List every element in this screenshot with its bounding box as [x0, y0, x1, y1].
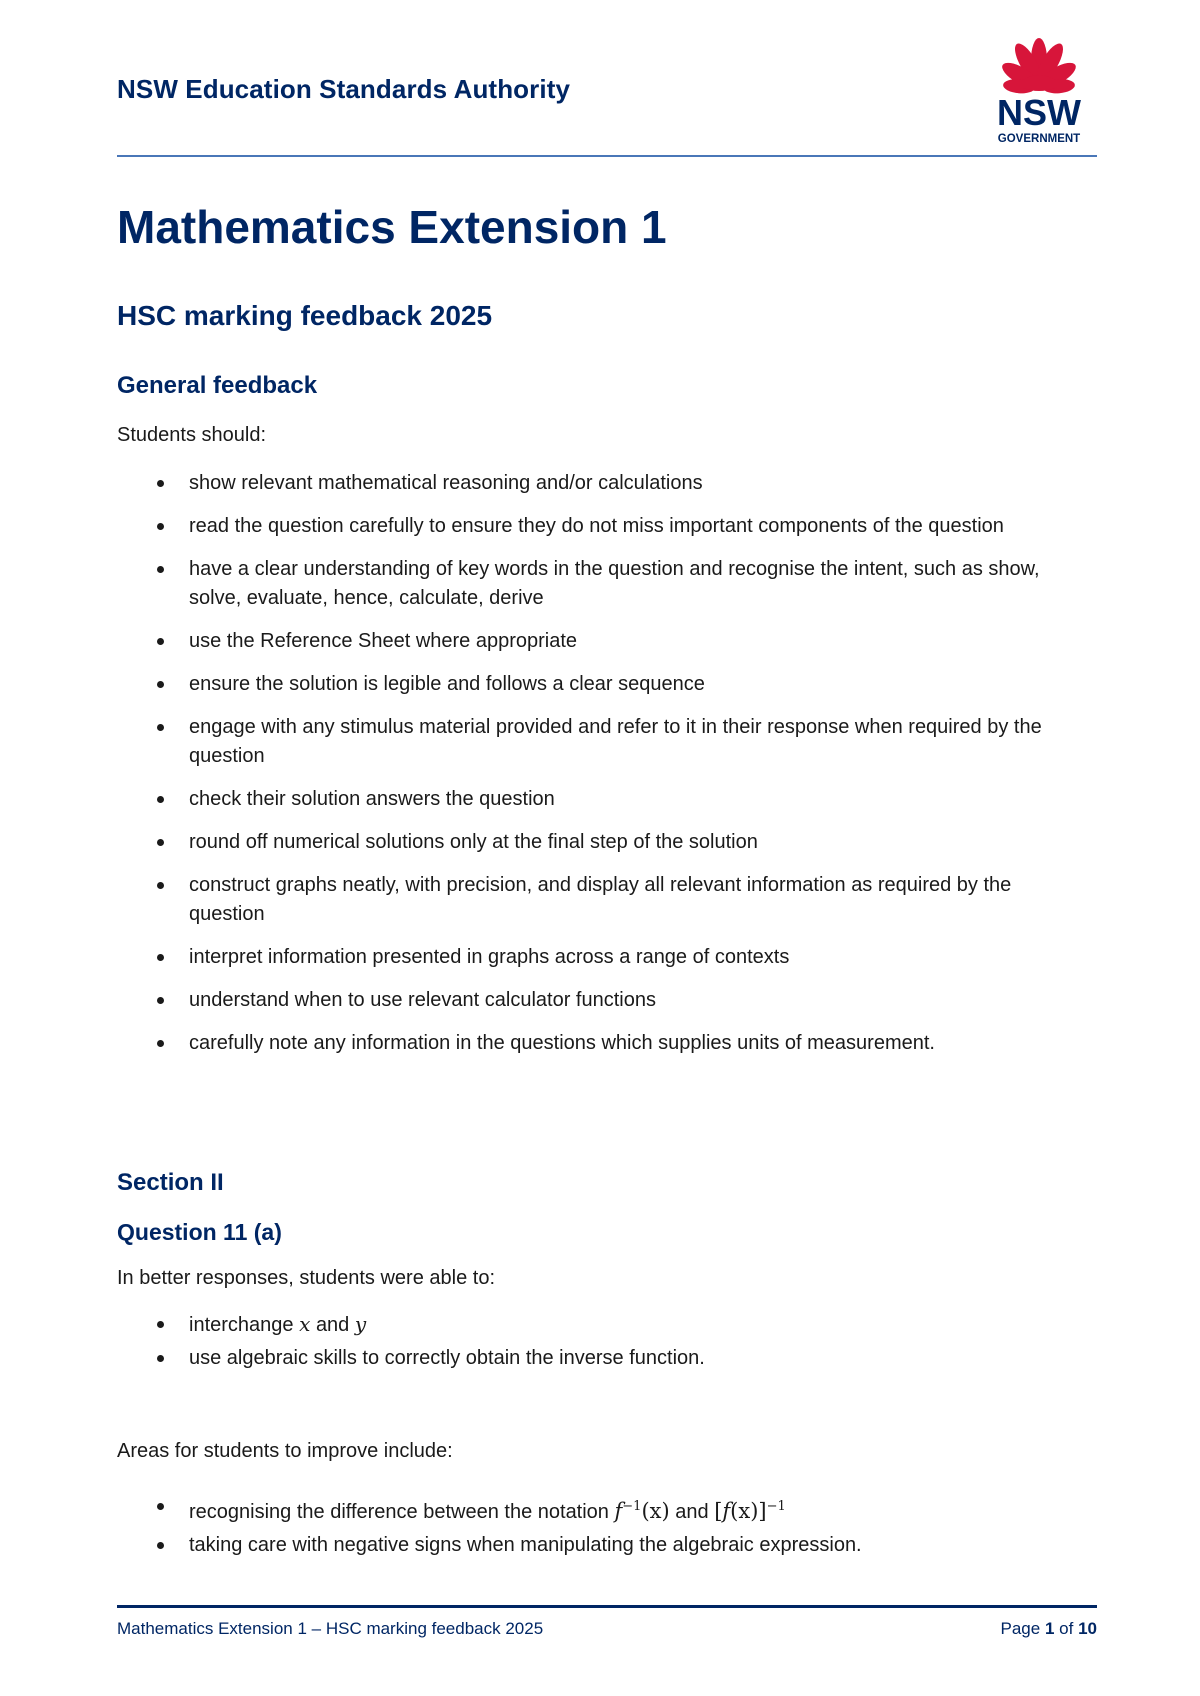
- general-feedback-list: [117, 469, 1077, 1072]
- list-item: interchange x and y: [117, 1310, 1077, 1340]
- footer-document-title: Mathematics Extension 1 – HSC marking feedback 2025: [117, 1619, 544, 1638]
- list-item: ensure the solution is legible and follows a clear sequence: [117, 670, 1077, 699]
- list-item: engage with any stimulus material provided and refer to it in their response when required by the question: [117, 713, 1077, 771]
- list-item: interpret information presented in graphs across a range of contexts: [117, 943, 1077, 972]
- logo-subtext: GOVERNMENT: [997, 133, 1081, 145]
- org-title: NSW Education Standards Authority: [117, 74, 571, 104]
- logo-wordmark: NSW: [997, 92, 1081, 133]
- list-item: use algebraic skills to correctly obtain the inverse function.: [117, 1344, 1077, 1373]
- improve-intro: Areas for students to improve include:: [117, 1440, 453, 1462]
- list-item: use the Reference Sheet where appropriate: [117, 627, 1077, 656]
- better-responses-intro: In better responses, students were able to:: [117, 1267, 495, 1289]
- inverse-notation: $f^{-1}(x)$: [614, 1499, 670, 1523]
- list-item: recognising the difference between the notation $f^{-1}(x)$ and $[f(x)]^{-1}$: [117, 1492, 1077, 1527]
- page-number: Page 1 of 10: [1000, 1619, 1097, 1638]
- list-item: understand when to use relevant calculator functions: [117, 986, 1077, 1015]
- general-feedback-heading: General feedback: [117, 372, 318, 399]
- document-subtitle: HSC marking feedback 2025: [117, 300, 493, 331]
- list-item: construct graphs neatly, with precision, and display all relevant information as required by the question: [117, 871, 1077, 929]
- header-divider: [117, 155, 1097, 157]
- question-heading: Question 11 (a): [117, 1219, 282, 1245]
- reciprocal-notation: $[f(x)]^{-1}$: [714, 1499, 786, 1523]
- list-item: have a clear understanding of key words in the question and recognise the intent, such as show, solve, evaluate, hence, calculate, derive: [117, 555, 1077, 613]
- list-item: taking care with negative signs when manipulating the algebraic expression.: [117, 1531, 1077, 1560]
- list-item: carefully note any information in the questions which supplies units of measurement.: [117, 1029, 1077, 1058]
- document-title: Mathematics Extension 1: [117, 201, 667, 253]
- footer-divider: [117, 1605, 1097, 1608]
- section-heading: Section II: [117, 1169, 224, 1196]
- improve-list: [117, 1492, 1077, 1564]
- list-item: show relevant mathematical reasoning and/or calculations: [117, 469, 1077, 498]
- nsw-waratah-logo: [983, 30, 1095, 150]
- list-item: check their solution answers the question: [117, 785, 1077, 814]
- list-item: round off numerical solutions only at the final step of the solution: [117, 828, 1077, 857]
- better-responses-list: [117, 1310, 1077, 1377]
- list-item: read the question carefully to ensure they do not miss important components of the question: [117, 512, 1077, 541]
- general-intro: Students should:: [117, 424, 266, 446]
